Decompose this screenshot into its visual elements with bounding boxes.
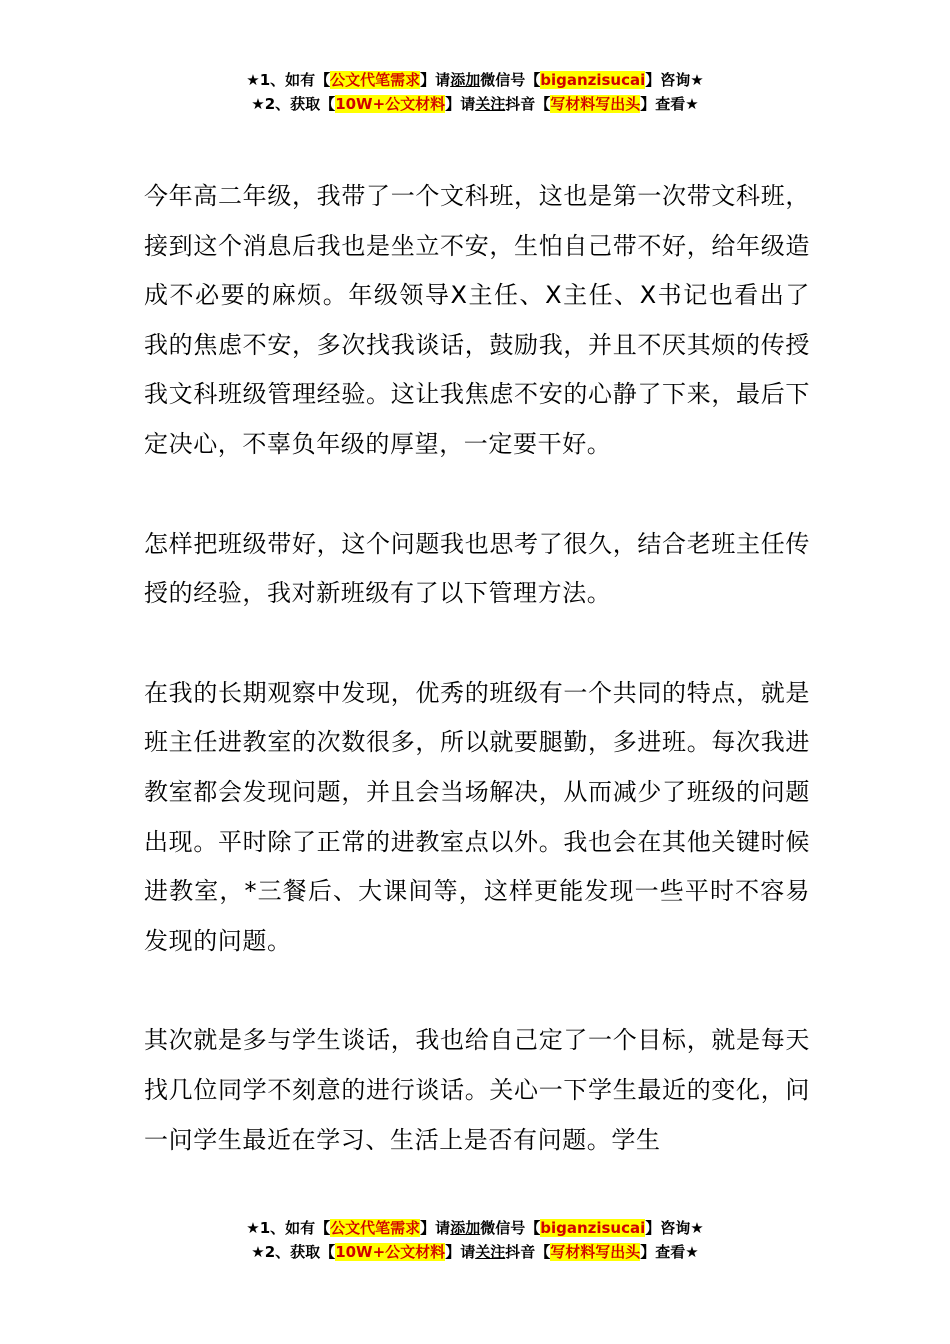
banner-underline: 添加 bbox=[450, 71, 481, 89]
banner-line-1 bbox=[0, 68, 950, 92]
banner-underline: 添加 bbox=[450, 1219, 481, 1237]
banner-highlight: 写材料写出头 bbox=[550, 95, 641, 113]
banner-line-2 bbox=[0, 92, 950, 116]
banner-text: 】请 bbox=[445, 1243, 476, 1261]
banner-text: ★1、如有【 bbox=[246, 71, 331, 89]
banner-text: 抖音【 bbox=[505, 1243, 551, 1261]
banner-text: ★2、获取【 bbox=[251, 1243, 336, 1261]
banner-highlight: 公文代笔需求 bbox=[330, 1219, 421, 1237]
banner-text: 抖音【 bbox=[505, 95, 551, 113]
banner-text: 】咨询★ bbox=[645, 71, 704, 89]
banner-underline: 关注 bbox=[475, 95, 506, 113]
banner-text: ★1、如有【 bbox=[246, 1219, 331, 1237]
header-banner bbox=[0, 68, 950, 116]
banner-text: 】查看★ bbox=[640, 1243, 699, 1261]
banner-text: 】咨询★ bbox=[645, 1219, 704, 1237]
banner-highlight: 写材料写出头 bbox=[550, 1243, 641, 1261]
paragraph: 今年高二年级，我带了一个文科班，这也是第一次带文科班，接到这个消息后我也是坐立不安，生怕自己带不好，给年级造成不必要的麻烦。年级领导X主任、X主任、X书记也看出了我的焦虑不安，多次找我谈话，鼓励我，并且不厌其烦的传授我文科班级管理经验。这让我焦虑不安的心静了下来，最后下定决心，不辜负年级的厚望，一定要干好。 bbox=[144, 182, 810, 458]
paragraph: 在我的长期观察中发现，优秀的班级有一个共同的特点，就是班主任进教室的次数很多，所以就要腿勤，多进班。每次我进教室都会发现问题，并且会当场解决，从而减少了班级的问题出现。平时除了正常的进教室点以外。我也会在其他关键时候进教室，*三餐后、大课间等，这样更能发现一些平时不容易发现的问题。 bbox=[144, 678, 810, 955]
paragraph: 怎样把班级带好，这个问题我也思考了很久，结合老班主任传授的经验，我对新班级有了以下管理方法。 bbox=[144, 529, 810, 608]
paragraph: 其次就是多与学生谈话，我也给自己定了一个目标，就是每天找几位同学不刻意的进行谈话。关心一下学生最近的变化，问一问学生最近在学习、生活上是否有问题。学生 bbox=[144, 1026, 810, 1154]
banner-text: 】请 bbox=[420, 1219, 451, 1237]
banner-highlight: 10W+公文材料 bbox=[335, 1243, 446, 1261]
banner-underline: 关注 bbox=[475, 1243, 506, 1261]
banner-line-2 bbox=[0, 1240, 950, 1264]
banner-text: 】请 bbox=[445, 95, 476, 113]
banner-text: ★2、获取【 bbox=[251, 95, 336, 113]
banner-highlight: biganzisucai bbox=[540, 71, 646, 89]
banner-highlight: biganzisucai bbox=[540, 1219, 646, 1237]
banner-text: 微信号【 bbox=[480, 71, 541, 89]
banner-highlight: 公文代笔需求 bbox=[330, 71, 421, 89]
banner-text: 】请 bbox=[420, 71, 451, 89]
banner-highlight: 10W+公文材料 bbox=[335, 95, 446, 113]
document-body bbox=[144, 172, 810, 1215]
banner-text: 微信号【 bbox=[480, 1219, 541, 1237]
banner-line-1 bbox=[0, 1216, 950, 1240]
footer-banner bbox=[0, 1216, 950, 1264]
banner-text: 】查看★ bbox=[640, 95, 699, 113]
